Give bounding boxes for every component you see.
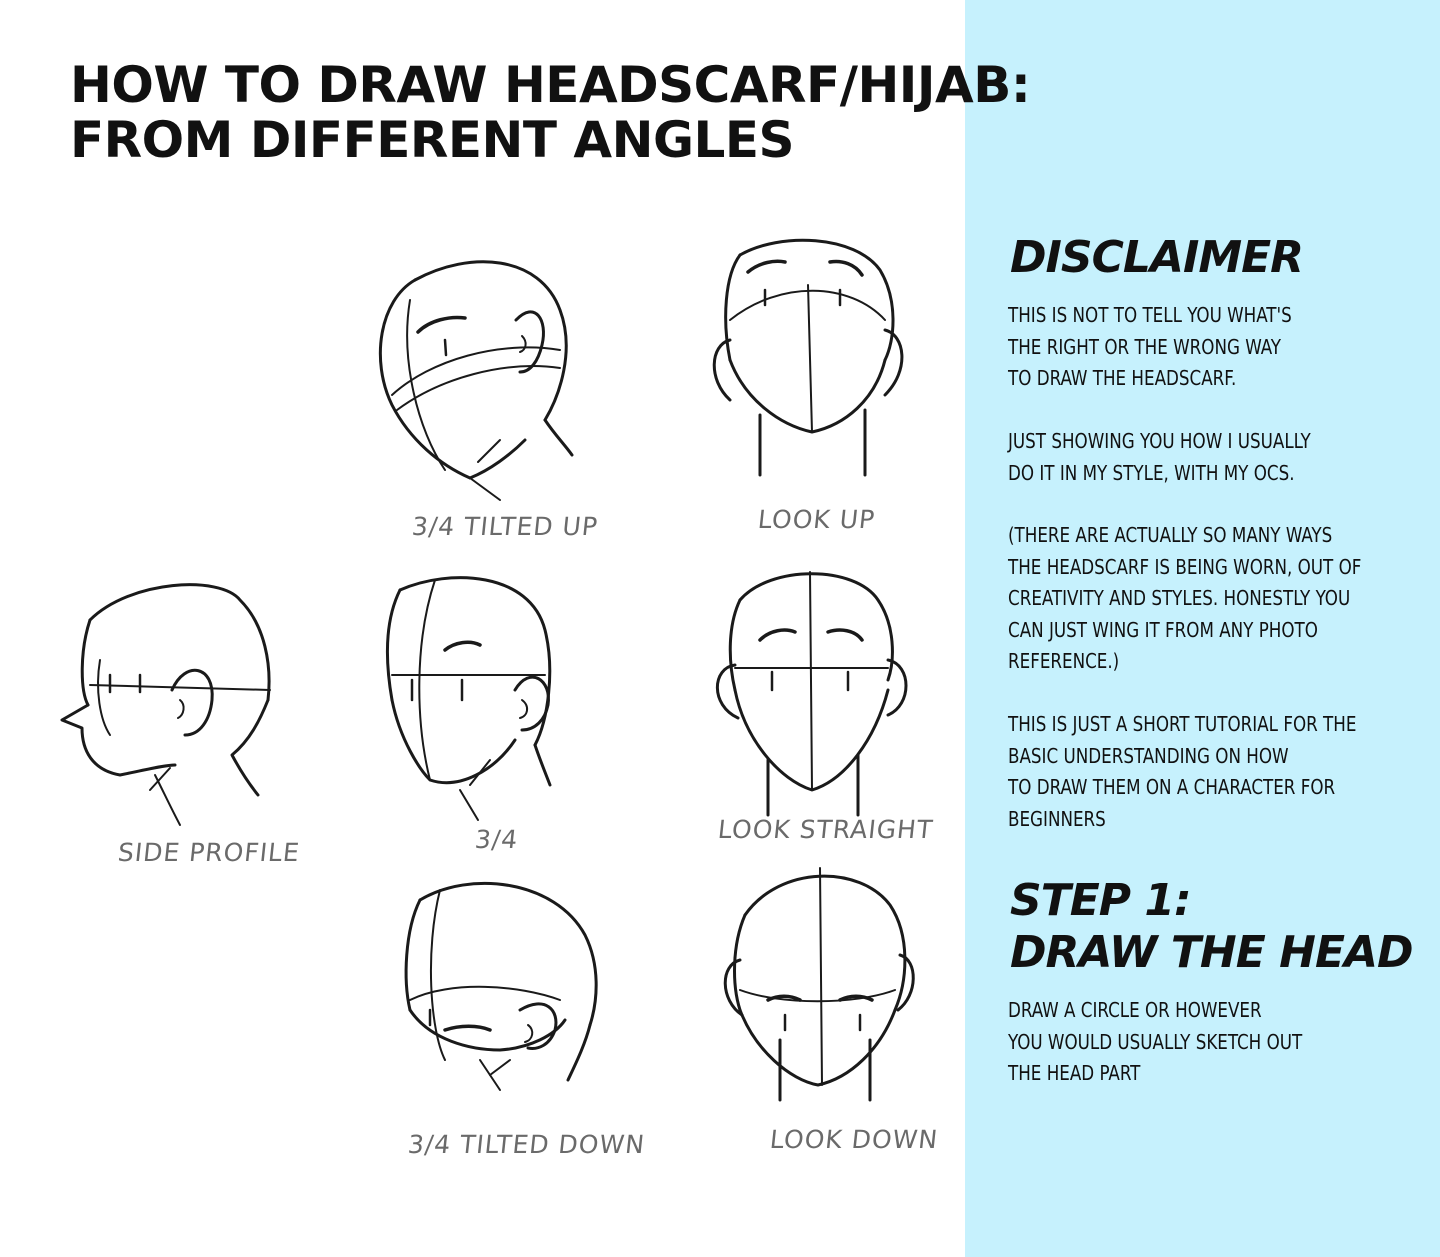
disclaimer-paragraph-4: [1008, 709, 1356, 835]
caption-look-down: LOOK DOWN: [768, 1125, 940, 1154]
head-sketch-look-down: [725, 868, 913, 1100]
caption-look-straight: LOOK STRAIGHT: [716, 815, 935, 844]
step-line: DRAW A CIRCLE OR HOWEVER: [1008, 998, 1262, 1022]
head-sketch-tilted-down: [406, 883, 596, 1090]
disclaimer-paragraph-3: [1008, 520, 1361, 678]
caption-tilted-down: 3/4 TILTED DOWN: [406, 1130, 647, 1159]
step-1-paragraph: [1008, 995, 1302, 1090]
caption-side-profile: SIDE PROFILE: [116, 838, 302, 867]
page-title-line-1: HOW TO DRAW HEADSCARF/HIJAB:: [70, 56, 1031, 114]
disclaimer-line: REFERENCE.): [1008, 649, 1120, 673]
caption-tilted-up: 3/4 TILTED UP: [410, 512, 600, 541]
caption-three-quarter: 3/4: [473, 825, 520, 854]
step-heading: [1010, 875, 1413, 979]
disclaimer-line: BASIC UNDERSTANDING ON HOW: [1008, 743, 1289, 768]
head-sketch-look-up: [714, 240, 902, 475]
caption-look-up: LOOK UP: [756, 505, 877, 534]
disclaimer-line: CAN JUST WING IT FROM ANY PHOTO: [1008, 617, 1318, 642]
disclaimer-line: THE HEADSCARF IS BEING WORN, OUT OF: [1008, 554, 1362, 579]
disclaimer-line: CREATIVITY AND STYLES. HONESTLY YOU: [1008, 586, 1351, 610]
step-heading-line-2: DRAW THE HEAD: [1010, 927, 1413, 978]
disclaimer-line: BEGINNERS: [1008, 806, 1106, 831]
disclaimer-heading: DISCLAIMER: [1010, 232, 1304, 283]
step-line: YOU WOULD USUALLY SKETCH OUT: [1008, 1029, 1303, 1054]
disclaimer-line: JUST SHOWING YOU HOW I USUALLY: [1008, 429, 1311, 453]
head-sketch-look-straight: [717, 572, 906, 815]
page-title: [70, 58, 1030, 168]
head-sketches: [0, 200, 965, 1200]
head-sketch-tilted-up: [380, 262, 572, 500]
head-sketch-side-profile: [62, 585, 270, 825]
disclaimer-paragraph-1: [1008, 300, 1292, 395]
disclaimer-line: TO DRAW THEM ON A CHARACTER FOR: [1008, 775, 1336, 799]
disclaimer-line: THIS IS JUST A SHORT TUTORIAL FOR THE: [1008, 712, 1357, 736]
step-heading-line-1: STEP 1:: [1010, 875, 1191, 926]
head-sketch-three-quarter: [387, 578, 550, 820]
disclaimer-paragraph-2: [1008, 426, 1311, 489]
disclaimer-line: (THERE ARE ACTUALLY SO MANY WAYS: [1008, 523, 1333, 547]
page-title-line-2: FROM DIFFERENT ANGLES: [70, 111, 795, 169]
disclaimer-line: THIS IS NOT TO TELL YOU WHAT'S: [1008, 303, 1292, 327]
disclaimer-line: TO DRAW THE HEADSCARF.: [1008, 366, 1237, 390]
disclaimer-line: DO IT IN MY STYLE, WITH MY OCS.: [1008, 460, 1295, 485]
step-line: THE HEAD PART: [1008, 1061, 1141, 1085]
disclaimer-line: THE RIGHT OR THE WRONG WAY: [1008, 334, 1282, 359]
